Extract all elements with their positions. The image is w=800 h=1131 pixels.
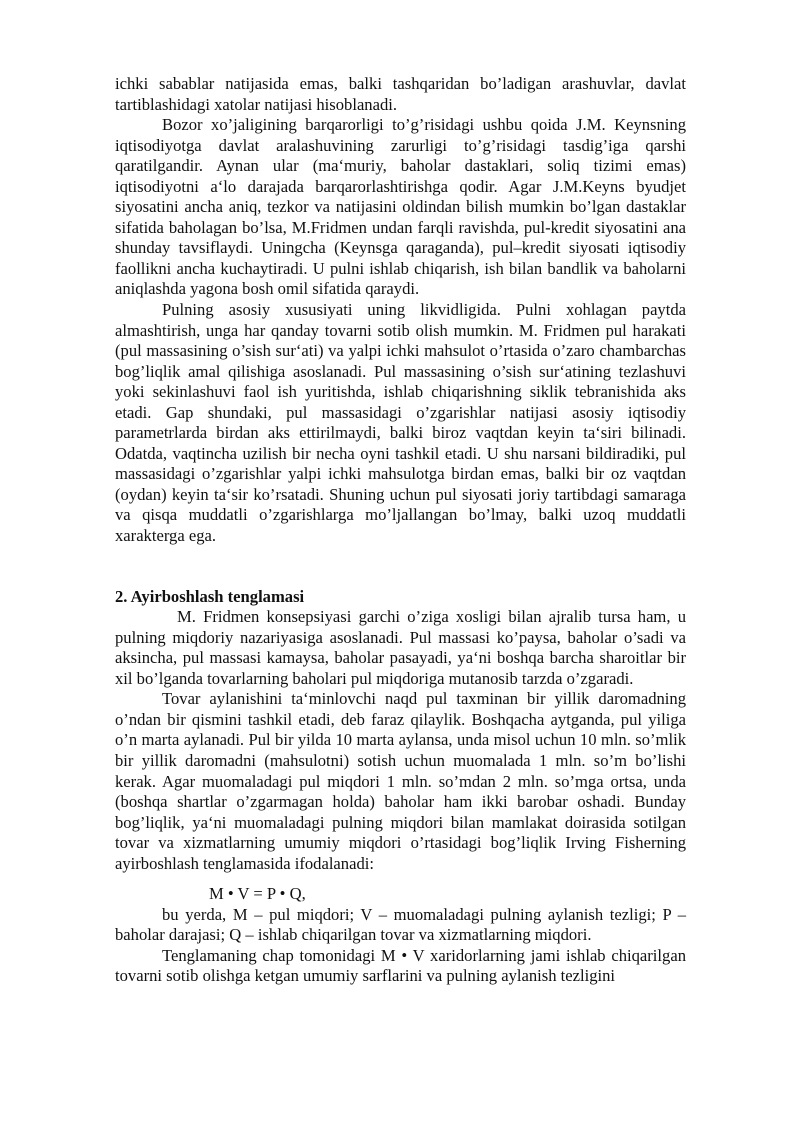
paragraph: Pulning asosiy xususiyati uning likvidligida. Pulni xohlagan paytda almashtirish, unga har qanday tovarni sotib olish mumkin. M. Fridmen pul harakati (pul massasining o’sish sur‘ati) va yalpi ichki mahsulot o’rtasida o’zaro chambarchas bog’liqlik amal qilishiga asoslanadi. Pul massasining o’sish sur‘atining tezlashuvi yoki sekinlashuvi faol ish yuritishda, ishlab chiqarishning siklik tebranishida aks etadi. Gap shundaki, pul massasidagi o’zgarishlar natijasi asosiy iqtisodiy parametrlarda birdan aks ettirilmaydi, balki biroz vaqtdan keyin ta‘siri bilinadi. Odatda, vaqtincha uzilish bir necha oyni tashkil etadi. U shu narsani bildiradiki, pul massasidagi o’zgarishlar yalpi ichki mahsulotga birdan emas, balki bir oz vaqtdan (oydan) keyin ta‘sir ko’rsatadi. Shuning uchun pul siyosati joriy tartibdagi samaraga va qisqa muddatli o’zgarishlarga mo’ljallangan bo’lmay, balki uzoq muddatli xarakterga ega. (115, 300, 686, 546)
section-heading: 2. Ayirboshlash tenglamasi (115, 586, 305, 606)
paragraph: Tenglamaning chap tomonidagi M • V xaridorlarning jami ishlab chiqarilgan tovarni sotib olishga ketgan umumiy sarflarini va pulning aylanish tezligini (115, 945, 686, 986)
paragraph: Bozor xo’jaligining barqarorligi to’g’risidagi ushbu qoida J.M. Keynsning iqtisodiyotga davlat aralashuvining zarurligi to’g’risidagi tasdig’iga qarshi qaratilgandir. Aynan ular (ma‘muriy, baholar dastaklari, soliq tizimi emas) iqtisodiyotni a‘lo darajada barqarorlashtirishga qodir. Agar J.M.Keyns byudjet siyosatini ancha aniq, tezkor va natijasini oldindan bilish mumkin bo’lgan dastaklar sifatida baholagan bo’lsa, M.Fridmen undan farqli ravishda, pul-kredit siyosatini ana shunday tavsiflaydi. Uningcha (Keynsga qaraganda), pul–kredit siyosati iqtisodiy faollikni ancha kuchaytiradi. U pulni ishlab chiqarish, ish bilan bandlik va baholarni aniqlashda yagona bosh omil sifatida qaraydi. (115, 115, 686, 299)
formula-explanation: bu yerda, M – pul miqdori; V – muomaladagi pulning aylanish tezligi; P – baholar darajasi; Q – ishlab chiqarilgan tovar va xizmatlarning miqdori. (115, 904, 686, 945)
formula-spacer (115, 874, 686, 884)
paragraph: Tovar aylanishini ta‘minlovchi naqd pul taxminan bir yillik daromadning o’ndan bir qismini tashkil etadi, deb faraz qilaylik. Boshqacha aytganda, pul yiliga o’n marta aylanadi. Pul bir yilda 10 marta aylansa, unda misol uchun 10 mln. so’mlik bir yillik daromadni (mahsulotni) sotish uchun muomalada 1 mln. so’m bo’lishi kerak. Agar muomaladagi pul miqdori 1 mln. so’mdan 2 mln. so’mga ortsa, unda (boshqa shartlar o’zgarmagan holda) baholar ham ikki barobar oshadi. Bunday bog’liqlik, ya‘ni muomaladagi pulning miqdori bilan mamlakat doirasida sotilgan tovar va xizmatlarning umumiy miqdori o’rtasidagi bog’liqlik Irving Fisherning ayirboshlash tenglamasida ifodalanadi: (115, 689, 686, 873)
document-page (115, 74, 686, 987)
equation: M • V = P • Q, (209, 884, 306, 904)
section-spacer (115, 547, 686, 587)
paragraph: M. Fridmen konsepsiyasi garchi o’ziga xosligi bilan ajralib tursa ham, u pulning miqdoriy nazariyasiga asoslanadi. Pul massasi ko’paysa, baholar o’sadi va aksincha, pul massasi kamaysa, baholar pasayadi, ya‘ni boshqa barcha sharoitlar bir xil bo’lganda tovarlarning baholari pul miqdoriga mutanosib tarzda o’zgaradi. (115, 607, 686, 688)
paragraph: ichki sabablar natijasida emas, balki tashqaridan bo’ladigan arashuvlar, davlat tartiblashidagi xatolar natijasi hisoblanadi. (115, 74, 686, 114)
